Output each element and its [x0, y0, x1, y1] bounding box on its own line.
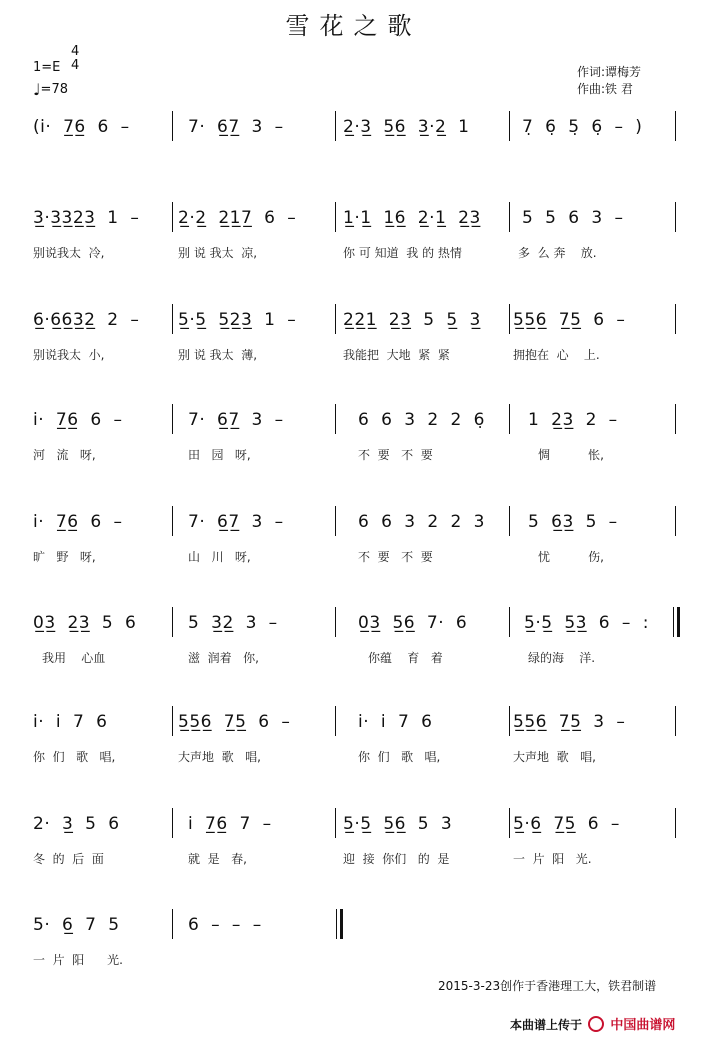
- bar-line: [172, 111, 173, 141]
- lyric: 我用 心血: [42, 651, 106, 665]
- bar-line: [335, 111, 336, 141]
- measure: i̇· i̇ 7 6: [33, 712, 108, 732]
- upload-prefix: 本曲谱上传于: [510, 1018, 583, 1032]
- bar-line: [509, 304, 510, 334]
- lyric: 旷 野 呀,: [33, 550, 96, 564]
- tempo-marking: [33, 80, 68, 99]
- lyric: 一 片 阳 光.: [33, 953, 123, 967]
- measure: 0̲3̲ 2̲3̲ 5 6: [33, 613, 137, 633]
- tempo-value: =78: [40, 82, 68, 97]
- bar-line: [509, 111, 510, 141]
- measure: 1̲·1̲ 1̲6̲ 2̲·1̲ 2̲3̲: [343, 208, 481, 228]
- lyric: 你 们 歌 唱,: [358, 750, 441, 764]
- measure: 3̲·3̲3̲2̲3̲ 1 –: [33, 208, 140, 228]
- bar-line: [675, 506, 676, 536]
- lyric: 我能把 大地 紧 紧: [343, 348, 450, 362]
- bar-line: [509, 706, 510, 736]
- bar-line: [172, 808, 173, 838]
- measure: 5 3̲2̲ 3 –: [188, 613, 278, 633]
- measure: 0̲3̲ 5̲6̲ 7· 6: [358, 613, 468, 633]
- lyricist-credit: 作词:谭梅芳: [577, 65, 642, 79]
- measure: i̇· 7̲6̲ 6 –: [33, 410, 123, 430]
- measure: i̇· i̇ 7 6: [358, 712, 433, 732]
- bar-line: [509, 808, 510, 838]
- measure: 5̲·5̲ 5̲3̲ 6 – :: [524, 613, 649, 633]
- measure: 5̲5̲6̲ 7̲5̲ 6 –: [513, 310, 626, 330]
- measure: (i̇· 7̲6̲ 6 –: [33, 117, 130, 137]
- repeat-bar-line: [677, 607, 680, 637]
- measure: 5 6̲3̲ 5 –: [528, 512, 618, 532]
- lyric: 大声地 歌 唱,: [178, 750, 261, 764]
- measure: 2̲2̲1̲ 2̲3̲ 5 5̲ 3̲: [343, 310, 481, 330]
- song-title: 雪花之歌: [285, 12, 422, 40]
- lyric: 绿的海 洋.: [528, 651, 596, 665]
- bar-line: [335, 304, 336, 334]
- lyric: 别说我太 小,: [33, 348, 105, 362]
- bar-line: [335, 506, 336, 536]
- lyric: 你 可 知道 我 的 热情: [343, 246, 462, 260]
- lyric: 滋 润着 你,: [188, 651, 259, 665]
- end-bar-line-thick: [340, 909, 343, 939]
- bar-line: [675, 706, 676, 736]
- measure: 6 6 3 2 2 6̣: [358, 410, 485, 430]
- bar-line: [172, 506, 173, 536]
- bar-line: [172, 202, 173, 232]
- measure: 5 5 6 3 –: [522, 208, 624, 228]
- measure: 7· 6̲7̲ 3 –: [188, 117, 284, 137]
- bar-line: [509, 607, 510, 637]
- lyric: 别说我太 冷,: [33, 246, 105, 260]
- lyric: 河 流 呀,: [33, 448, 96, 462]
- composition-note: 2015-3-23创作于香港理工大，铁君制谱: [438, 979, 657, 993]
- measure: 5̲·5̲ 5̲6̲ 5 3: [343, 814, 453, 834]
- key-signature: 1=E: [33, 60, 61, 75]
- lyric: 别 说 我太 凉,: [178, 246, 258, 260]
- bar-line: [172, 404, 173, 434]
- measure: 5̲·6̲ 7̲5̲ 6 –: [513, 814, 620, 834]
- bar-line: [509, 404, 510, 434]
- lyric: 山 川 呀,: [188, 550, 251, 564]
- measure: 6̲·6̲6̲3̲2̲ 2 –: [33, 310, 140, 330]
- measure: 7̣ 6̣ 5̣ 6̣ – ): [522, 117, 643, 137]
- bar-line: [335, 202, 336, 232]
- lyric: 田 园 呀,: [188, 448, 251, 462]
- measure: 6 – – –: [188, 915, 262, 935]
- bar-line: [675, 404, 676, 434]
- lyric: 别 说 我太 薄,: [178, 348, 258, 362]
- time-signature-bottom: 4: [71, 58, 80, 73]
- bar-line: [172, 909, 173, 939]
- bar-line: [675, 111, 676, 141]
- lyric: 你 们 歌 唱,: [33, 750, 116, 764]
- lyric: 不 要 不 要: [358, 448, 433, 462]
- site-name: 中国曲谱网: [610, 1018, 676, 1033]
- measure: 1 2̲3̲ 2 –: [528, 410, 618, 430]
- bar-line: [675, 304, 676, 334]
- composer-credit: 作曲:铁 君: [577, 82, 633, 96]
- lyric: 多 么 奔 放.: [518, 246, 597, 260]
- lyric: 就 是 春,: [188, 852, 247, 866]
- measure: 2· 3̲ 5 6: [33, 814, 120, 834]
- measure: 5̲5̲6̲ 7̲5̲ 3 –: [513, 712, 626, 732]
- bar-line: [172, 706, 173, 736]
- measure: 5· 6̲ 7 5: [33, 915, 120, 935]
- lyric: 惆 怅,: [538, 448, 604, 462]
- lyric: 一 片 阳 光.: [513, 852, 592, 866]
- measure: 5̲5̲6̲ 7̲5̲ 6 –: [178, 712, 291, 732]
- lyric: 迎 接 你们 的 是: [343, 852, 450, 866]
- bar-line: [509, 202, 510, 232]
- bar-line: [673, 607, 674, 637]
- bar-line: [335, 808, 336, 838]
- measure: i̇· 7̲6̲ 6 –: [33, 512, 123, 532]
- lyric: 大声地 歌 唱,: [513, 750, 596, 764]
- measure: 2̲·2̲ 2̲1̲7̲ 6 –: [178, 208, 297, 228]
- bar-line: [675, 808, 676, 838]
- bar-line: [172, 304, 173, 334]
- end-bar-line: [336, 909, 337, 939]
- measure: 7· 6̲7̲ 3 –: [188, 410, 284, 430]
- bar-line: [172, 607, 173, 637]
- time-signature: [71, 45, 79, 73]
- measure: 7· 6̲7̲ 3 –: [188, 512, 284, 532]
- bar-line: [335, 607, 336, 637]
- time-signature-top: 4: [71, 44, 80, 59]
- quarter-note-icon: ♩: [33, 80, 41, 99]
- lyric: 你蕴 育 着: [368, 651, 443, 665]
- lyric: 拥抱在 心 上.: [513, 348, 600, 362]
- measure: i̇ 7̲6̲ 7 –: [188, 814, 272, 834]
- bar-line: [509, 506, 510, 536]
- lyric: 不 要 不 要: [358, 550, 433, 564]
- measure: 2̲·3̲ 5̲6̲ 3̲·2̲ 1: [343, 117, 470, 137]
- site-logo-icon: [588, 1016, 604, 1032]
- bar-line: [335, 404, 336, 434]
- lyric: 冬 的 后 面: [33, 852, 104, 866]
- measure: 5̲·5̲ 5̲2̲3̲ 1 –: [178, 310, 297, 330]
- measure: 6 6 3 2 2 3: [358, 512, 485, 532]
- upload-credit: [510, 1014, 675, 1033]
- bar-line: [335, 706, 336, 736]
- lyric: 忧 伤,: [538, 550, 604, 564]
- bar-line: [675, 202, 676, 232]
